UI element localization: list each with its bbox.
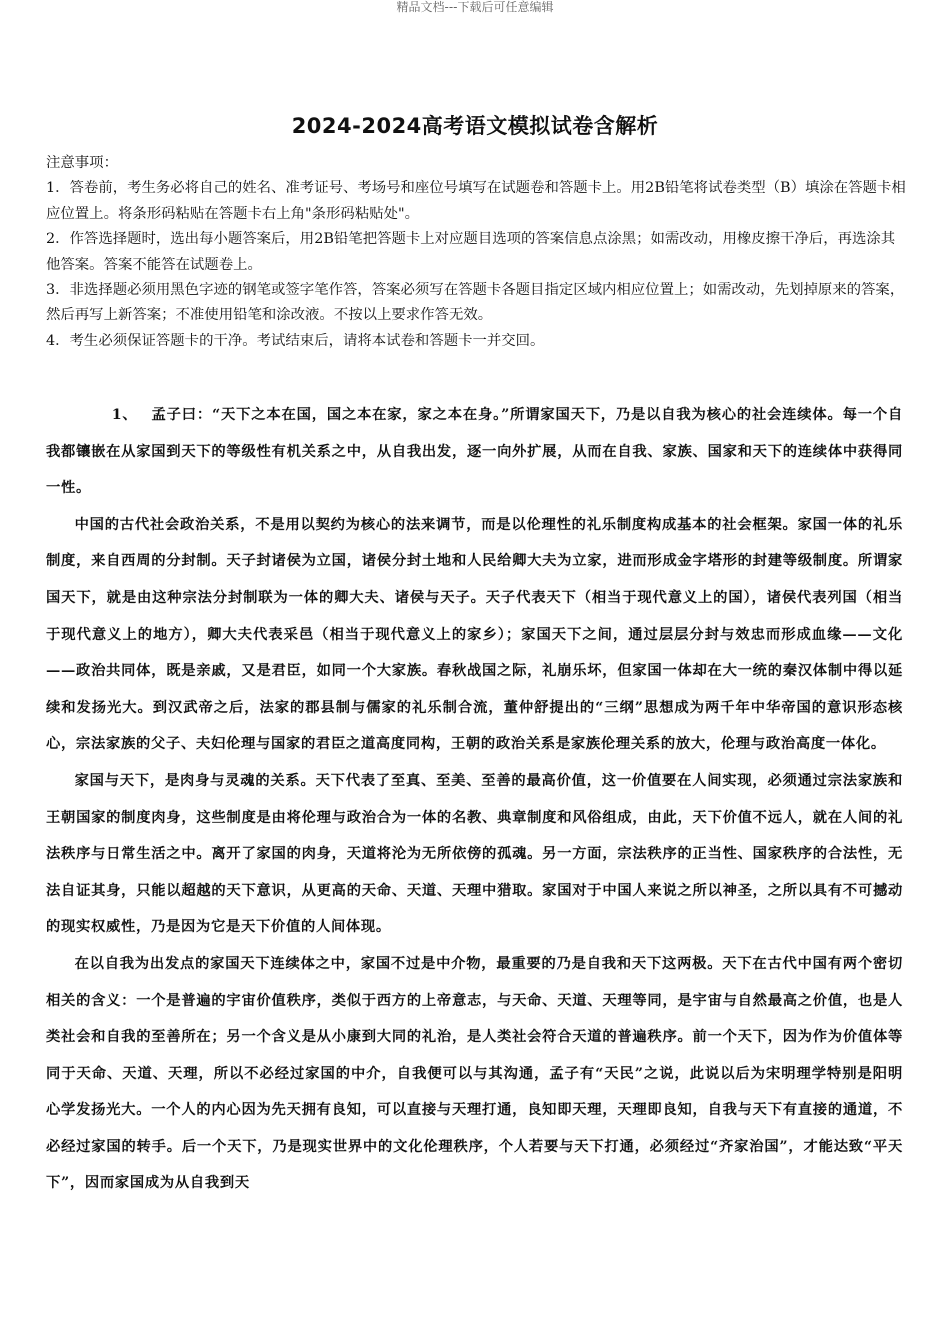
notice-item: 4．考生必须保证答题卡的干净。考试结束后，请将本试卷和答题卡一并交回。 [46, 332, 545, 349]
page-header: 精品文档---下载后可任意编辑 [396, 0, 554, 14]
notice-section [46, 151, 906, 354]
paragraph-text: 孟子曰：“天下之本在国，国之本在家，家之本在身。”所谓家国天下，乃是以自我为核心的社会连续体。每一个自我都镶嵌在从家国到天下的等级性有机关系之中，从自我出发，逐一向外扩展，从而在自我、家族、国家和天下的连续体中获得同一性。 [46, 407, 903, 497]
notice-item: 3．非选择题必须用黑色字迹的钢笔或签字笔作答，答案必须写在答题卡各题目指定区域内相应位置上；如需改动，先划掉原来的答案，然后再写上新答案；不准使用铅笔和涂改液。不按以上要求作答无效。 [46, 282, 905, 324]
notice-title: 注意事项： [46, 155, 118, 171]
passage-paragraph [46, 397, 903, 507]
document-title: 2024-2024高考语文模拟试卷含解析 [291, 114, 659, 138]
question-number: 1、 [111, 407, 138, 423]
passage-paragraph: 在以自我为出发点的家国天下连续体之中，家国不过是中介物，最重要的乃是自我和天下这两极。天下在古代中国有两个密切相关的含义：一个是普遍的宇宙价值秩序，类似于西方的上帝意志，与天命、天道、天理等同，是宇宙与自然最高之价值，也是人类社会和自我的至善所在；另一个含义是从小康到大同的礼治，是人类社会符合天道的普遍秩序。前一个天下，因为作为价值体等同于天命、天道、天理，所以不必经过家国的中介，自我便可以与其沟通，孟子有“天民”之说，此说以后为宋明理学特别是阳明心学发扬光大。一个人的内心因为先天拥有良知，可以直接与天理打通，良知即天理，天理即良知，自我与天下有直接的通道，不必经过家国的转手。后一个天下，乃是现实世界中的文化伦理秩序，个人若要与天下打通，必须经过“齐家治国”，才能达致“平天下”，因而家国成为从自我到天 [46, 955, 903, 1192]
notice-item: 1．答卷前，考生务必将自己的姓名、准考证号、考场号和座位号填写在试题卷和答题卡上。用2B铅笔将试卷类型（B）填涂在答题卡相应位置上。将条形码粘贴在答题卡右上角"条形码粘贴处"。 [46, 180, 906, 222]
passage-paragraph: 家国与天下，是肉身与灵魂的关系。天下代表了至真、至美、至善的最高价值，这一价值要在人间实现，必须通过宗法家族和王朝国家的制度肉身，这些制度是由将伦理与政治合为一体的名教、典章制度和风俗组成，由此，天下价值不远人，就在人间的礼法秩序与日常生活之中。离开了家国的肉身，天道将沦为无所依傍的孤魂。另一方面，宗法秩序的正当性、国家秩序的合法性，无法自证其身，只能以超越的天下意识，从更高的天命、天道、天理中猎取。家国对于中国人来说之所以神圣，之所以具有不可撼动的现实权威性，乃是因为它是天下价值的人间体现。 [46, 772, 903, 936]
reading-passage [46, 397, 903, 1202]
notice-item: 2．作答选择题时，选出每小题答案后，用2B铅笔把答题卡上对应题目选项的答案信息点涂黑；如需改动，用橡皮擦干净后，再选涂其他答案。答案不能答在试题卷上。 [46, 231, 896, 273]
passage-paragraph: 中国的古代社会政治关系，不是用以契约为核心的法来调节，而是以伦理性的礼乐制度构成基本的社会框架。家国一体的礼乐制度，来自西周的分封制。天子封诸侯为立国，诸侯分封土地和人民给卿大夫为立家，进而形成金字塔形的封建等级制度。所谓家国天下，就是由这种宗法分封制联为一体的卿大夫、诸侯与天子。天子代表天下（相当于现代意义上的国），诸侯代表列国（相当于现代意义上的地方），卿大夫代表采邑（相当于现代意义上的家乡）；家国天下之间，通过层层分封与效忠而形成血缘——文化——政治共同体，既是亲戚，又是君臣，如同一个大家族。春秋战国之际，礼崩乐坏，但家国一体却在大一统的秦汉体制中得以延续和发扬光大。到汉武帝之后，法家的郡县制与儒家的礼乐制合流，董仲舒提出的“三纲”思想成为两千年中华帝国的意识形态核心，宗法家族的父子、夫妇伦理与国家的君臣之道高度同构，王朝的政治关系是家族伦理关系的放大，伦理与政治高度一体化。 [46, 516, 903, 753]
